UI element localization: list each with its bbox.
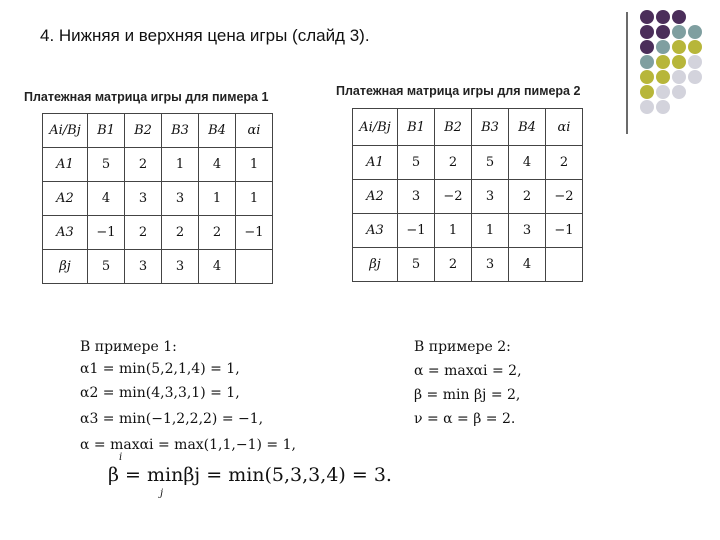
table-cell (236, 250, 273, 284)
table-cell: A2 (43, 182, 88, 216)
table-row (43, 216, 273, 250)
table-cell: 1 (236, 148, 273, 182)
table-row (353, 146, 583, 180)
table-cell: B1 (398, 109, 435, 146)
table-cell: 1 (472, 214, 509, 248)
table-cell: 3 (125, 250, 162, 284)
decorative-dot (656, 10, 670, 24)
decorative-dot (672, 85, 686, 99)
decorative-dot (672, 55, 686, 69)
table-cell: αi (546, 109, 583, 146)
table-cell: A3 (353, 214, 398, 248)
table-cell: 1 (199, 182, 236, 216)
table-cell: 5 (88, 148, 125, 182)
decorative-dot (640, 70, 654, 84)
decorative-dot (688, 70, 702, 84)
table-cell: B3 (162, 114, 199, 148)
table-cell: 4 (88, 182, 125, 216)
decorative-dot (656, 100, 670, 114)
example1-heading: В примере 1: (80, 339, 177, 355)
slide-title: 4. Нижняя и верхняя цена игры (слайд 3). (40, 26, 370, 45)
table-cell: −1 (236, 216, 273, 250)
table-cell: 3 (125, 182, 162, 216)
table-cell: 5 (88, 250, 125, 284)
decorative-dot (672, 25, 686, 39)
table-cell: 1 (435, 214, 472, 248)
example2-heading: В примере 2: (414, 339, 511, 355)
example2-line: β = min βj = 2, (414, 387, 521, 403)
decorative-dot (672, 10, 686, 24)
decorative-dot (640, 25, 654, 39)
table-cell: βj (353, 248, 398, 282)
table-cell: 2 (162, 216, 199, 250)
example1-result: β = minβj = min(5,3,3,4) = 3. (108, 464, 392, 486)
table-row (353, 248, 583, 282)
table-cell: Ai/Bj (353, 109, 398, 146)
table-cell: 3 (472, 180, 509, 214)
payoff-table-1 (42, 113, 273, 284)
table-cell: B1 (88, 114, 125, 148)
decorative-dot (656, 25, 670, 39)
decorative-dot (640, 100, 654, 114)
table-cell: B4 (509, 109, 546, 146)
table-cell: B3 (472, 109, 509, 146)
table-cell: −1 (398, 214, 435, 248)
table-cell: 3 (162, 182, 199, 216)
table-cell: 4 (509, 146, 546, 180)
table-cell (546, 248, 583, 282)
table-cell: 4 (509, 248, 546, 282)
decorative-dot (656, 55, 670, 69)
table-header-row (353, 109, 583, 146)
table1-caption: Платежная матрица игры для пимера 1 (24, 90, 269, 104)
table-cell: A1 (353, 146, 398, 180)
table-cell: B4 (199, 114, 236, 148)
example1-line: α1 = min(5,2,1,4) = 1, (80, 361, 240, 377)
table-cell: 2 (435, 248, 472, 282)
table-cell: 5 (398, 146, 435, 180)
table-cell: 3 (162, 250, 199, 284)
table-cell: −2 (546, 180, 583, 214)
payoff-table-2 (352, 108, 583, 282)
decorative-dot (656, 40, 670, 54)
table-cell: 5 (398, 248, 435, 282)
decorative-dot (640, 85, 654, 99)
table-cell: 3 (509, 214, 546, 248)
decorative-dot (656, 85, 670, 99)
example1-line: α2 = min(4,3,3,1) = 1, (80, 385, 240, 401)
decorative-dot (640, 10, 654, 24)
table-cell: Ai/Bj (43, 114, 88, 148)
decorative-dot-grid (640, 10, 720, 120)
table-cell: 2 (125, 216, 162, 250)
subscript-j: j (160, 488, 164, 499)
table-cell: −2 (435, 180, 472, 214)
table-cell: −1 (546, 214, 583, 248)
decorative-dot (672, 70, 686, 84)
table-cell: 2 (199, 216, 236, 250)
example2-line: α = maxαi = 2, (414, 363, 522, 379)
table-cell: βj (43, 250, 88, 284)
table-cell: 2 (509, 180, 546, 214)
table-cell: B2 (435, 109, 472, 146)
table2-caption: Платежная матрица игры для пимера 2 (336, 84, 581, 98)
decorative-dot (688, 55, 702, 69)
example1-line: α3 = min(−1,2,2,2) = −1, (80, 411, 264, 427)
decorative-dot (672, 40, 686, 54)
table-cell: −1 (88, 216, 125, 250)
table-cell: A2 (353, 180, 398, 214)
table-cell: 3 (398, 180, 435, 214)
table-cell: 2 (125, 148, 162, 182)
table-row (43, 250, 273, 284)
table-cell: 4 (199, 250, 236, 284)
table-cell: 3 (472, 248, 509, 282)
table-cell: 2 (435, 146, 472, 180)
decorative-dot (656, 70, 670, 84)
decorative-dot (640, 40, 654, 54)
decorative-dot (640, 55, 654, 69)
subscript-i: i (119, 452, 123, 463)
table-row (43, 182, 273, 216)
decorative-dot (688, 25, 702, 39)
example1-line: α = maxαi = max(1,1,−1) = 1, (80, 437, 296, 453)
decorative-dot (688, 40, 702, 54)
table-header-row (43, 114, 273, 148)
table-cell: 4 (199, 148, 236, 182)
table-cell: 5 (472, 146, 509, 180)
table-cell: 2 (546, 146, 583, 180)
divider-line (626, 12, 628, 134)
example2-line: ν = α = β = 2. (414, 411, 516, 427)
table-row (353, 214, 583, 248)
table-cell: 1 (236, 182, 273, 216)
table-row (353, 180, 583, 214)
table-row (43, 148, 273, 182)
table-cell: A1 (43, 148, 88, 182)
table-cell: 1 (162, 148, 199, 182)
table-cell: B2 (125, 114, 162, 148)
table-cell: A3 (43, 216, 88, 250)
table-cell: αi (236, 114, 273, 148)
